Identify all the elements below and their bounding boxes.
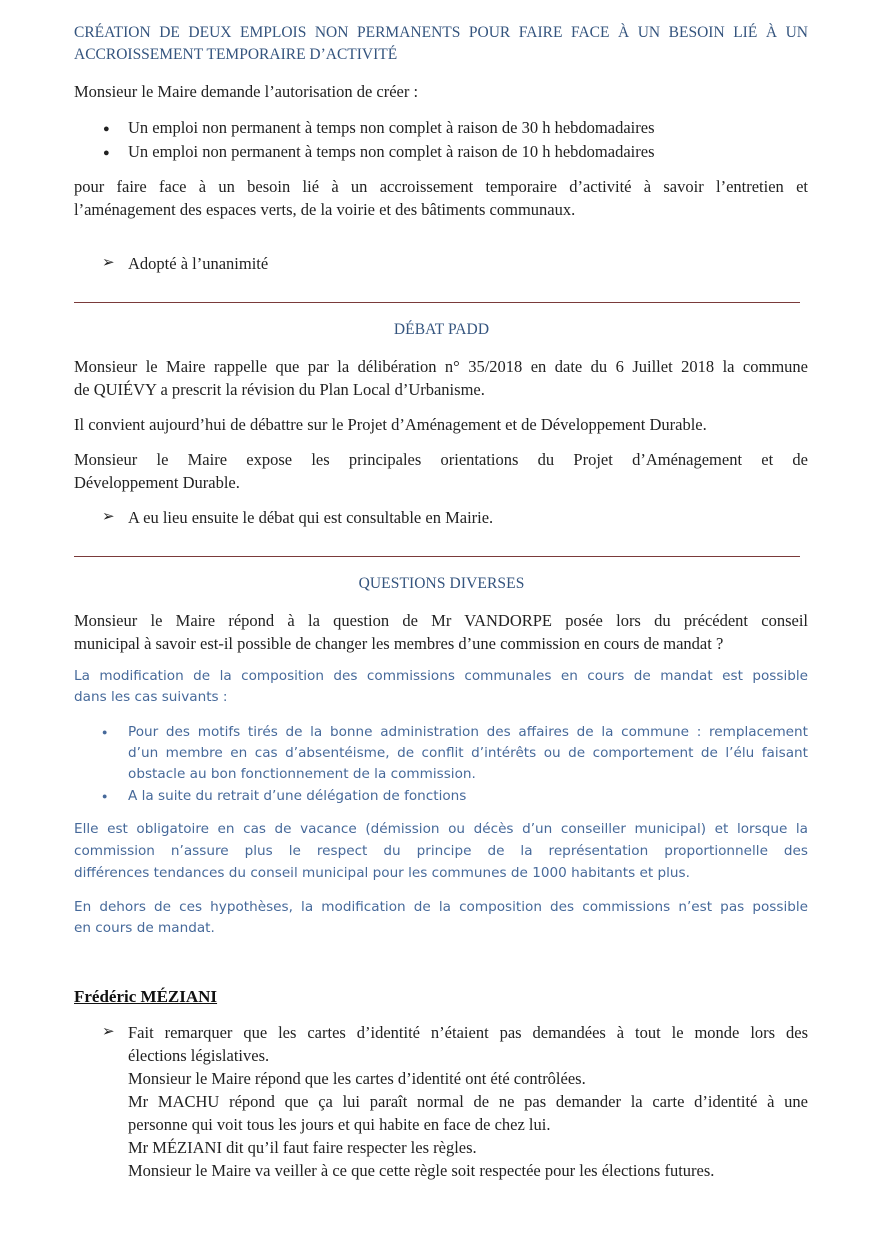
quote-line: différences tendances du conseil municipal pour les communes de 1000 habitants et plus.: [74, 865, 690, 881]
paragraph-line: Monsieur le Maire répond à la question de Mr VANDORPE posée lors du précédent conseil: [74, 611, 808, 630]
section-heading: DÉBAT PADD: [393, 321, 490, 338]
quote-line: commission n’assure plus le respect du principe de la représentation proportionnelle des: [74, 843, 808, 859]
decision-text: Adopté à l’unanimité: [128, 254, 269, 273]
quote-bullet-line: Pour des motifs tirés de la bonne administration des affaires de la commune : remplacement: [128, 724, 808, 740]
paragraph-line: Monsieur le Maire expose les principales orientations du Projet d’Aménagement et de: [74, 450, 808, 469]
quote-bullet-line: d’un membre en cas d’absentéisme, de conflit d’intérêts ou de comportement de l’élu faisant: [128, 745, 808, 761]
quote-line: Elle est obligatoire en cas de vacance (démission ou décès d’un conseiller municipal) et lorsque la: [74, 821, 808, 837]
person-name: Frédéric MÉZIANI: [74, 987, 218, 1006]
section-heading: QUESTIONS DIVERSES: [358, 575, 525, 592]
divider: [74, 556, 800, 557]
arrow-bullet-icon: ➢: [102, 509, 115, 525]
quote-line: La modification de la composition des commissions communales en cours de mandat est possible: [74, 668, 808, 684]
remark-line: Monsieur le Maire répond que les cartes d’identité ont été contrôlées.: [128, 1069, 586, 1088]
bullet-icon: ●: [103, 123, 110, 135]
remark-line: personne qui voit tous les jours et qui habite en face de chez lui.: [128, 1115, 551, 1134]
arrow-bullet-icon: ➢: [102, 1024, 115, 1040]
section-title-line2: ACCROISSEMENT TEMPORAIRE D’ACTIVITÉ: [74, 46, 398, 63]
bullet-icon: ●: [103, 147, 110, 159]
quote-bullet-line: A la suite du retrait d’une délégation de fonctions: [128, 788, 467, 804]
list-item: Un emploi non permanent à temps non complet à raison de 30 h hebdomadaires: [128, 118, 655, 137]
paragraph-line: de QUIÉVY a prescrit la révision du Plan Local d’Urbanisme.: [74, 380, 485, 399]
paragraph-line: Développement Durable.: [74, 473, 240, 492]
bullet-icon: ●: [102, 791, 108, 801]
section-title-line1: CRÉATION DE DEUX EMPLOIS NON PERMANENTS POUR FAIRE FACE À UN BESOIN LIÉ À UN: [74, 24, 808, 41]
quote-line: En dehors de ces hypothèses, la modification de la composition des commissions n’est pas possible: [74, 899, 808, 915]
paragraph-line: municipal à savoir est-il possible de changer les membres d’une commission en cours de mandat ?: [74, 634, 724, 653]
list-item: Un emploi non permanent à temps non complet à raison de 10 h hebdomadaires: [128, 142, 655, 161]
remark-line: Mr MACHU répond que ça lui paraît normal de ne pas demander la carte d’identité à une: [128, 1092, 808, 1111]
paragraph-line: l’aménagement des espaces verts, de la voirie et des bâtiments communaux.: [74, 200, 576, 219]
divider: [74, 302, 800, 303]
bullet-icon: ●: [102, 727, 108, 737]
paragraph: Il convient aujourd’hui de débattre sur le Projet d’Aménagement et de Développement Durable.: [74, 415, 707, 434]
quote-bullet-line: obstacle au bon fonctionnement de la commission.: [128, 766, 476, 782]
paragraph-line: Monsieur le Maire rappelle que par la délibération n° 35/2018 en date du 6 Juillet 2018 la commune: [74, 357, 808, 376]
remark-line: élections législatives.: [128, 1046, 270, 1065]
remark-line: Monsieur le Maire va veiller à ce que cette règle soit respectée pour les élections futures.: [128, 1161, 715, 1180]
quote-line: en cours de mandat.: [74, 920, 215, 936]
remark-line: Fait remarquer que les cartes d’identité n’étaient pas demandées à tout le monde lors des: [128, 1023, 808, 1042]
intro-text: Monsieur le Maire demande l’autorisation de créer :: [74, 82, 419, 101]
arrow-bullet-icon: ➢: [102, 255, 115, 271]
remark-line: Mr MÉZIANI dit qu’il faut faire respecter les règles.: [128, 1138, 477, 1157]
decision-text: A eu lieu ensuite le débat qui est consultable en Mairie.: [128, 508, 494, 527]
paragraph-line: pour faire face à un besoin lié à un accroissement temporaire d’activité à savoir l’entretien et: [74, 177, 808, 196]
quote-line: dans les cas suivants :: [74, 689, 228, 705]
